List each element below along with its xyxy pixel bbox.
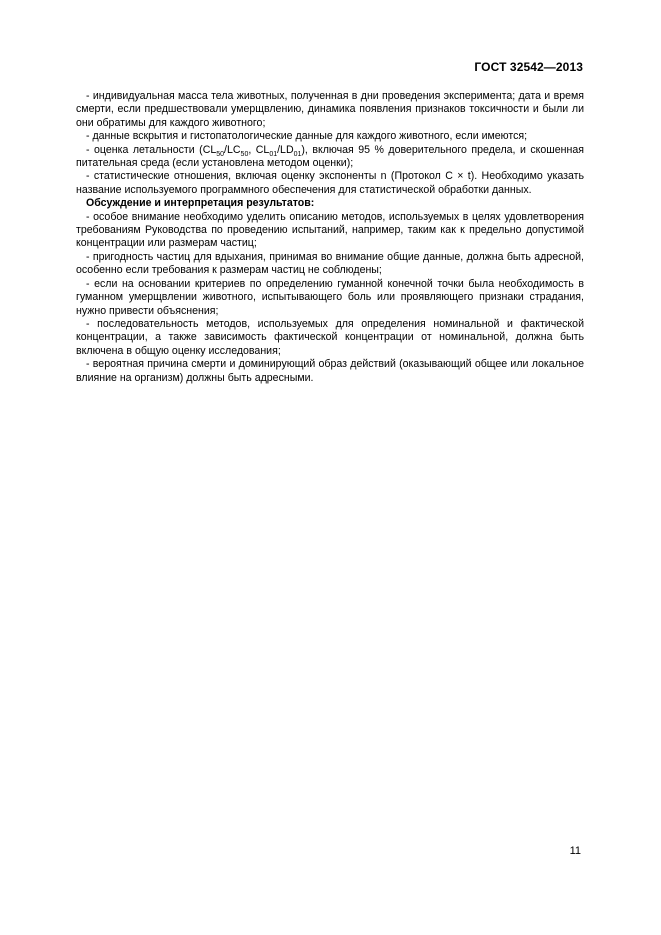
paragraph-humane-endpoint: - если на основании критериев по определению гуманной конечной точки была необходимость в гуманном умерщвлении животного, испытывающего боль или проявляющего признаки страдания, нужно привести объяснения; [76, 277, 584, 317]
page-number: 11 [569, 845, 581, 857]
subscript-50a: 50 [216, 150, 225, 158]
paragraph-lethality [76, 144, 584, 171]
paragraph-methods: - особое внимание необходимо уделить описанию методов, используемых в целях удовлетворения требованиям Руководства по проведению испытаний, например, таким как к предельно допустимой концентрации или размерам частиц; [76, 210, 584, 250]
lethality-suffix: ), включая 95 % доверительного предела, и скошенная питательная среда (если установлена методом оценки); [76, 143, 585, 170]
paragraph-particles: - пригодность частиц для вдыхания, принимая во внимание общие данные, должна быть адресной, особенно если требования к размерам частиц не соблюдены; [76, 250, 584, 277]
lethality-mid-1: /LC [224, 143, 241, 156]
subscript-01b: 01 [293, 150, 302, 158]
lethality-mid-3: /LD [277, 143, 294, 156]
subscript-01a: 01 [269, 150, 278, 158]
subscript-50b: 50 [240, 150, 249, 158]
paragraph-body-mass: - индивидуальная масса тела животных, полученная в дни проведения эксперимента; дата и время смерти, если предшествовали умерщвлению, динамика появления признаков токсичности и были ли они обратимы для каждого животного; [76, 90, 584, 129]
document-code: ГОСТ 32542—2013 [474, 60, 583, 74]
section-heading-discussion: Обсуждение и интерпретация результатов: [86, 197, 315, 210]
paragraph-concentration: - последовательность методов, используемых для определения номинальной и фактической концентрации, а также зависимость фактической концентрации от номинальной, должна быть включена в общую оценку исследования; [76, 317, 584, 357]
lethality-mid-2: , CL [248, 143, 270, 156]
paragraph-cause-of-death: - вероятная причина смерти и доминирующий образ действий (оказывающий общее или локальное влияние на организм) должны быть адресными. [76, 358, 584, 384]
lethality-prefix: - оценка летальности (CL [86, 143, 217, 156]
paragraph-necropsy: - данные вскрытия и гистопатологические данные для каждого животного, если имеются; [86, 130, 528, 143]
paragraph-statistics: - статистические отношения, включая оценку экспоненты n (Протокол С × t). Необходимо указать название используемого программного обеспечения для статистической обработки данных. [76, 170, 584, 196]
document-body [76, 90, 584, 385]
